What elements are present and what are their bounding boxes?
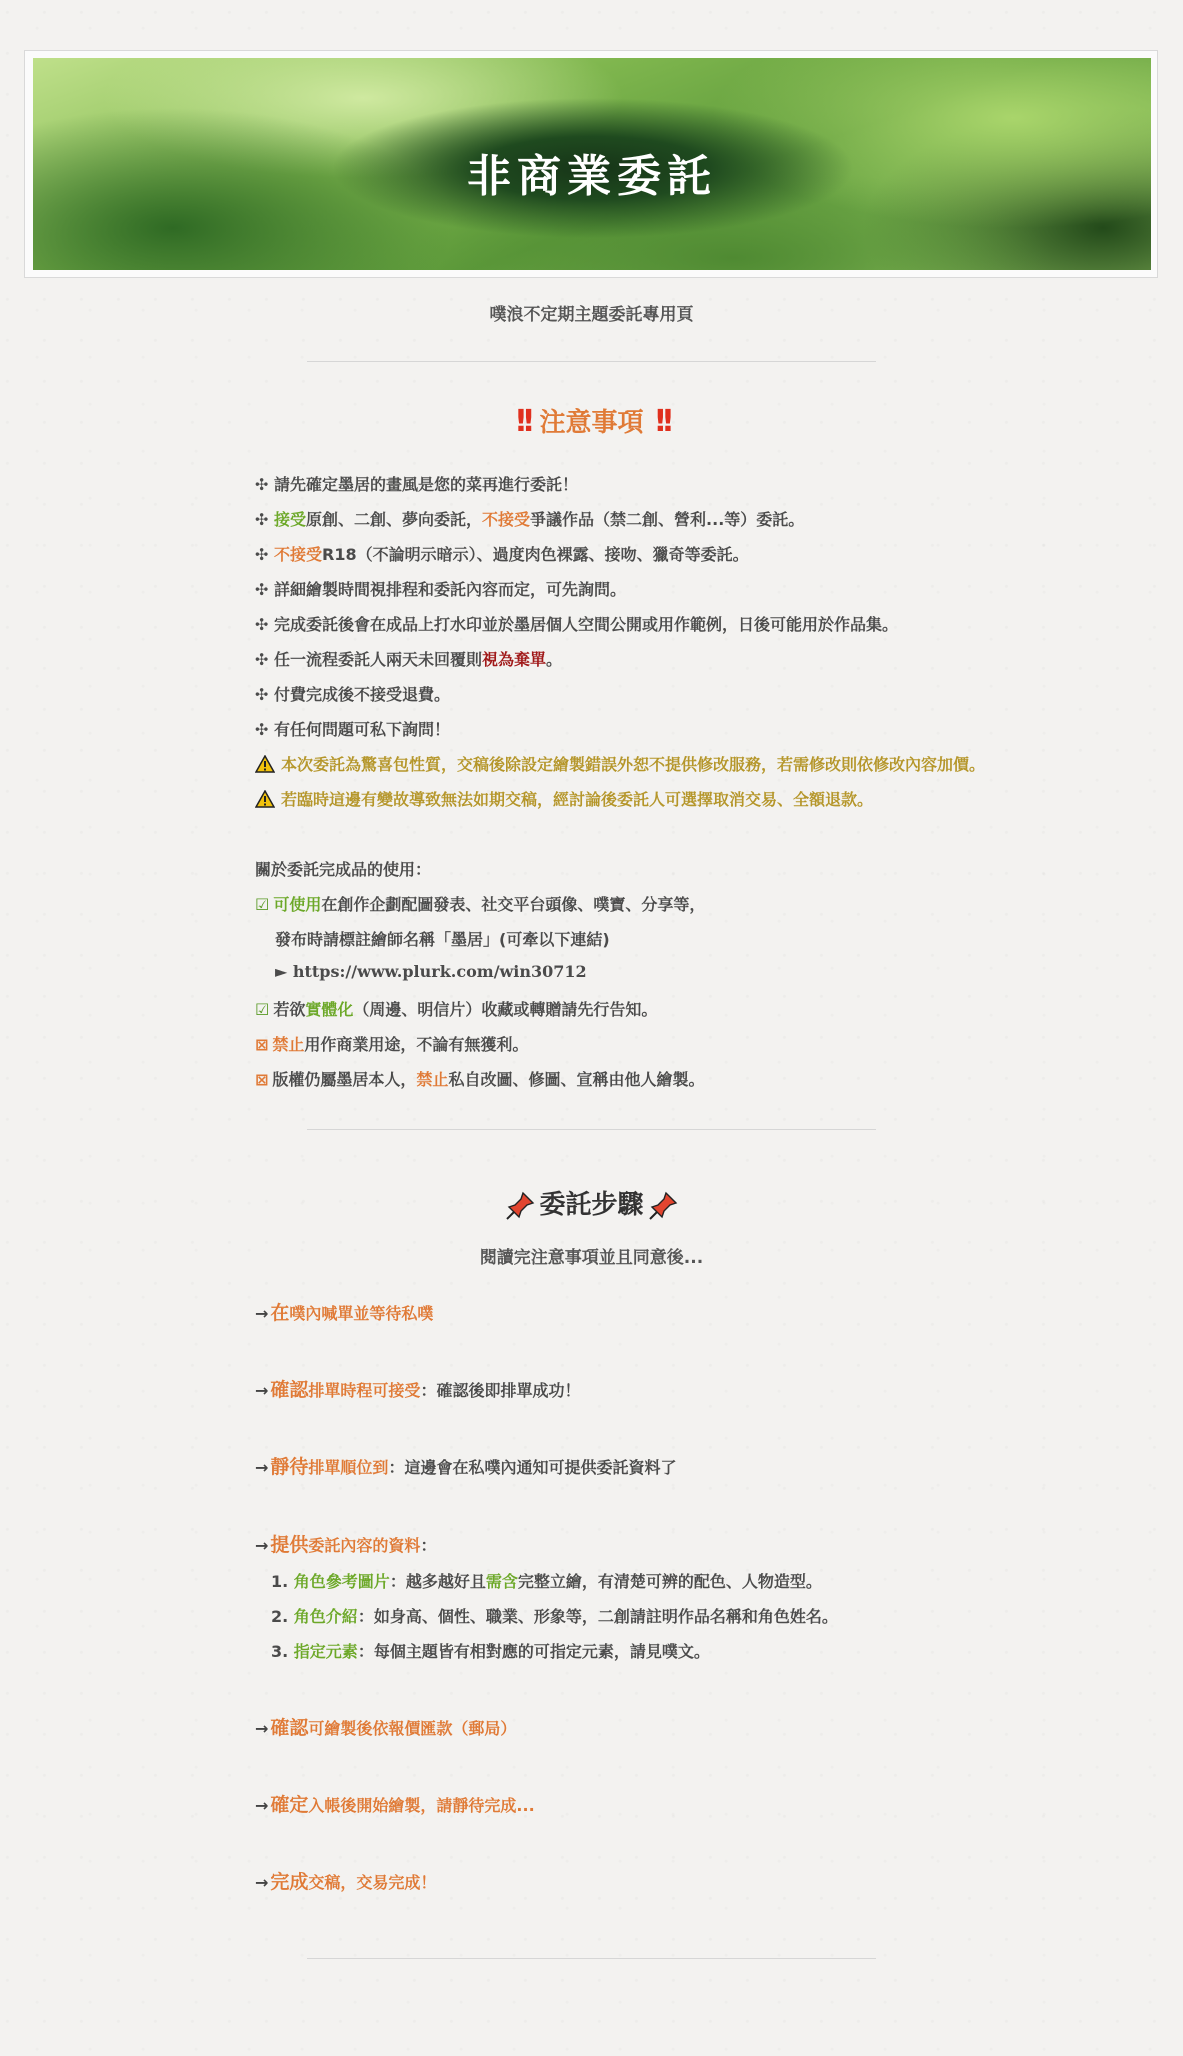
warning-icon	[255, 790, 275, 808]
notice-heading	[0, 402, 1183, 439]
notice-item: ✣ 不接受R18（不論明示暗示）、過度肉色裸露、接吻、獵奇等委託。	[255, 545, 749, 564]
usage-allow-1: ☑ 可使用在創作企劃配圖發表、社交平台頭像、噗寶、分享等，	[255, 895, 706, 914]
step-5: → 確認可繪製後依報價匯款（郵局）	[255, 1717, 517, 1739]
notice-item: ✣ 完成委託後會在成品上打水印並於墨居個人空間公開或用作範例，日後可能用於作品集。	[255, 615, 898, 634]
divider	[307, 1958, 876, 1959]
warning-2: 若臨時這邊有變故導致無法如期交稿，經討論後委託人可選擇取消交易、全額退款。	[255, 787, 873, 810]
divider	[307, 361, 876, 362]
notice-item: ✣ 有任何問題可私下詢問！	[255, 720, 450, 739]
double-exclamation-icon: !!	[514, 404, 530, 439]
checkbox-icon: ☑	[255, 895, 270, 914]
usage-credit: 發布時請標註繪師名稱「墨居」(可牽以下連結)	[275, 930, 610, 949]
usage-deny-2: ⊠ 版權仍屬墨居本人，禁止私自改圖、修圖、宣稱由他人繪製。	[255, 1070, 705, 1089]
step-2: → 確認排單時程可接受：確認後即排單成功！	[255, 1379, 581, 1401]
usage-heading: 關於委託完成品的使用：	[255, 860, 432, 879]
step-4-sub-2: 2. 角色介紹：如身高、個性、職業、形象等，二創請註明作品名稱和角色姓名。	[271, 1607, 838, 1626]
notice-item: ✣ 請先確定墨居的畫風是您的菜再進行委託！	[255, 475, 578, 494]
steps-intro: 閱讀完注意事項並且同意後...	[479, 1248, 704, 1268]
steps-heading	[0, 1184, 1183, 1221]
page-subtitle: 噗浪不定期主題委託專用頁	[489, 305, 694, 325]
steps-title: 委託步驟	[539, 1190, 644, 1220]
step-4-sub-3: 3. 指定元素：每個主題皆有相對應的可指定元素，請見噗文。	[271, 1642, 710, 1661]
arrow-icon: →	[255, 1304, 269, 1323]
banner-image	[33, 58, 1151, 270]
step-1: → 在噗內喊單並等待私噗	[255, 1302, 434, 1324]
notice-title: 注意事項	[539, 408, 644, 438]
cross-box-icon: ⊠	[255, 1070, 269, 1089]
arrow-icon: →	[255, 1719, 269, 1738]
usage-deny-1: ⊠ 禁止用作商業用途，不論有無獲利。	[255, 1035, 529, 1054]
notice-item: ✣ 付費完成後不接受退費。	[255, 685, 450, 704]
plurk-link[interactable]: ► https://www.plurk.com/win30712	[275, 962, 587, 981]
checkbox-icon: ☑	[255, 1000, 270, 1019]
warning-1: 本次委託為驚喜包性質，交稿後除設定繪製錯誤外恕不提供修改服務，若需修改則依修改內容加價。	[255, 752, 985, 775]
arrow-icon: →	[255, 1536, 269, 1555]
arrow-icon: →	[255, 1458, 269, 1477]
notice-item: ✣ 接受原創、二創、夢向委託，不接受爭議作品（禁二創、營利...等）委託。	[255, 510, 805, 529]
step-6: → 確定入帳後開始繪製，請靜待完成...	[255, 1794, 535, 1816]
banner-title: 非商業委託	[467, 151, 717, 202]
step-3: → 靜待排單順位到：這邊會在私噗內通知可提供委託資料了	[255, 1456, 677, 1478]
warning-icon	[255, 755, 275, 773]
pushpin-icon	[505, 1191, 535, 1221]
step-7: → 完成交稿，交易完成！	[255, 1871, 437, 1893]
divider	[307, 1129, 876, 1130]
usage-allow-2: ☑ 若欲實體化（周邊、明信片）收藏或轉贈請先行告知。	[255, 1000, 658, 1019]
arrow-icon: →	[255, 1873, 269, 1892]
double-exclamation-icon: !!	[653, 404, 669, 439]
cross-box-icon: ⊠	[255, 1035, 269, 1054]
step-4: → 提供委託內容的資料：	[255, 1534, 437, 1556]
pushpin-icon	[648, 1191, 678, 1221]
step-4-sub-1: 1. 角色參考圖片：越多越好且需含完整立繪，有清楚可辨的配色、人物造型。	[271, 1572, 822, 1591]
notice-item: ✣ 詳細繪製時間視排程和委託內容而定，可先詢問。	[255, 580, 626, 599]
arrow-icon: →	[255, 1381, 269, 1400]
banner-frame	[24, 50, 1158, 278]
arrow-icon: →	[255, 1796, 269, 1815]
notice-item: ✣ 任一流程委託人兩天未回覆則視為棄單。	[255, 650, 563, 669]
